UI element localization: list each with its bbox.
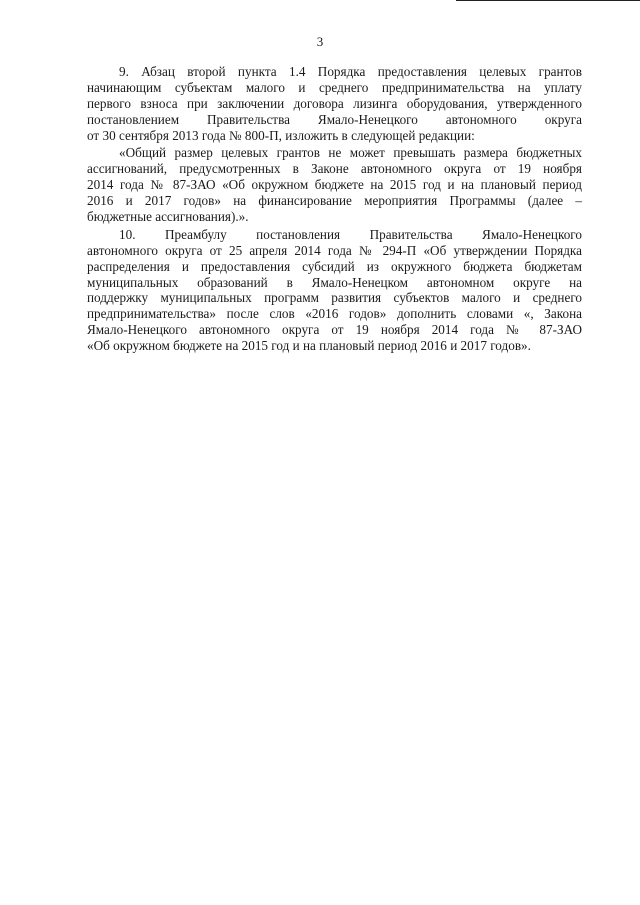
text-line: «Общий размер целевых грантов не может превышать размера бюджетных [119,145,582,161]
text-line: постановлением Правительства Ямало-Ненецкого автономного округа [87,111,582,127]
text-line: бюджетные ассигнования).». [87,209,249,225]
text-line: Ямало-Ненецкого автономного округа от 19 ноября 2014 года № 87-ЗАО [87,322,582,338]
paragraph-item-9 [87,64,582,143]
top-rule [456,0,640,1]
text-line: первого взноса при заключении договора лизинга оборудования, утвержденного [87,95,582,111]
page-number: 3 [316,34,324,49]
text-line: муниципальных образований в Ямало-Ненецком автономном округе на [87,274,582,290]
text-line: автономного округа от 25 апреля 2014 года № 294-П «Об утверждении Порядка [87,242,582,258]
text-line: 2014 года № 87-ЗАО «Об окружном бюджете на 2015 год и на плановый период [87,177,582,193]
text-line: от 30 сентября 2013 года № 800-П, изложить в следующей редакции: [87,127,475,143]
paragraph-item-10 [87,227,582,354]
document-body [87,64,582,354]
text-line: начинающим субъектам малого и среднего предпринимательства на уплату [87,79,582,95]
text-line: поддержку муниципальных программ развития субъектов малого и среднего [87,290,582,306]
paragraph-item-9-quote [87,145,582,224]
text-line: предпринимательства» после слов «2016 годов» дополнить словами «, Закона [87,306,582,322]
text-line: 9. Абзац второй пункта 1.4 Порядка предоставления целевых грантов [119,64,582,79]
text-line: 2016 и 2017 годов» на финансирование мероприятия Программы (далее – [87,193,582,209]
text-line: распределения и предоставления субсидий из окружного бюджета бюджетам [87,258,582,274]
text-line: 10. Преамбулу постановления Правительства Ямало-Ненецкого [119,226,582,242]
text-line: ассигнований, предусмотренных в Законе автономного округа от 19 ноября [87,161,582,177]
text-line: «Об окружном бюджете на 2015 год и на плановый период 2016 и 2017 годов». [87,338,531,354]
